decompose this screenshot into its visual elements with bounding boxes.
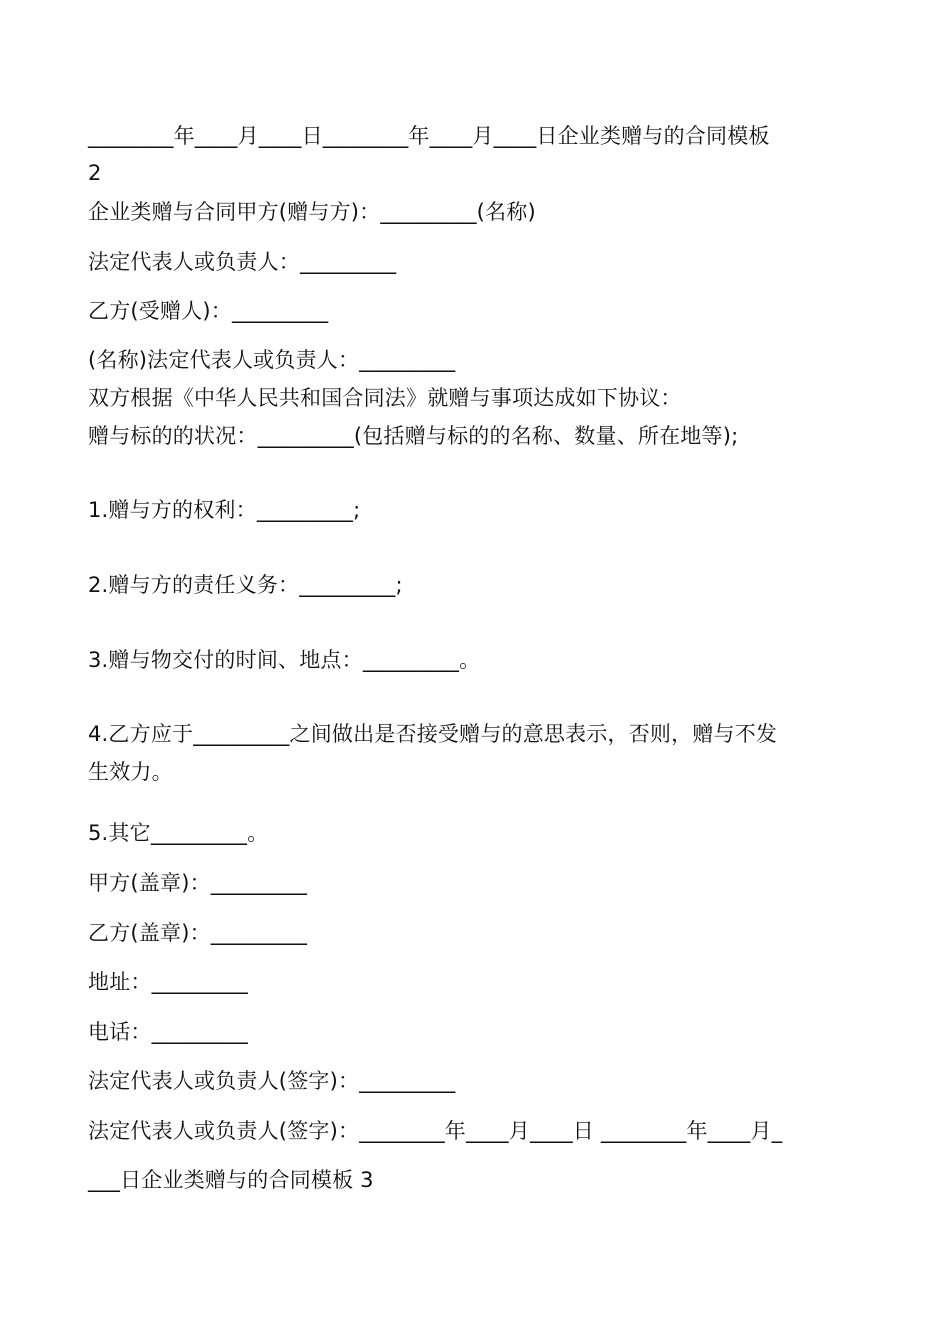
document-line: (名称)法定代表人或负责人：_________ bbox=[88, 348, 456, 372]
document-line: 赠与标的的状况：_________(包括赠与标的的名称、数量、所在地等); bbox=[88, 424, 739, 448]
document-line: ___日企业类赠与的合同模板 3 bbox=[88, 1168, 374, 1192]
document-line: 3.赠与物交付的时间、地点：_________。 bbox=[88, 648, 481, 672]
document-line: 法定代表人或负责人(签字)：_________ bbox=[88, 1069, 456, 1093]
document-line: 4.乙方应于_________之间做出是否接受赠与的意思表示，否则，赠与不发 bbox=[88, 722, 778, 746]
document-line: 企业类赠与合同甲方(赠与方)：_________(名称) bbox=[88, 200, 536, 224]
document-line: 甲方(盖章)：_________ bbox=[88, 871, 308, 895]
document-line: 2.赠与方的责任义务：_________; bbox=[88, 573, 403, 597]
document-line: 乙方(受赠人)：_________ bbox=[88, 299, 329, 323]
document-line: 2 bbox=[88, 161, 102, 185]
document-line: 双方根据《中华人民共和国合同法》就赠与事项达成如下协议： bbox=[88, 386, 682, 410]
document-line: 法定代表人或负责人：_________ bbox=[88, 250, 397, 274]
document-line: 法定代表人或负责人(签字)：________年____月____日 ________年____月_ bbox=[88, 1119, 783, 1143]
document-line: 5.其它_________。 bbox=[88, 821, 269, 845]
document-line: 乙方(盖章)：_________ bbox=[88, 921, 308, 945]
document-line: ________年____月____日________年____月____日企业类赠与的合同模板 bbox=[88, 124, 770, 148]
document-line: 生效力。 bbox=[88, 760, 173, 784]
document-line: 地址：_________ bbox=[88, 970, 248, 994]
document-line: 电话：_________ bbox=[88, 1020, 248, 1044]
document-line: 1.赠与方的权利：_________; bbox=[88, 498, 361, 522]
